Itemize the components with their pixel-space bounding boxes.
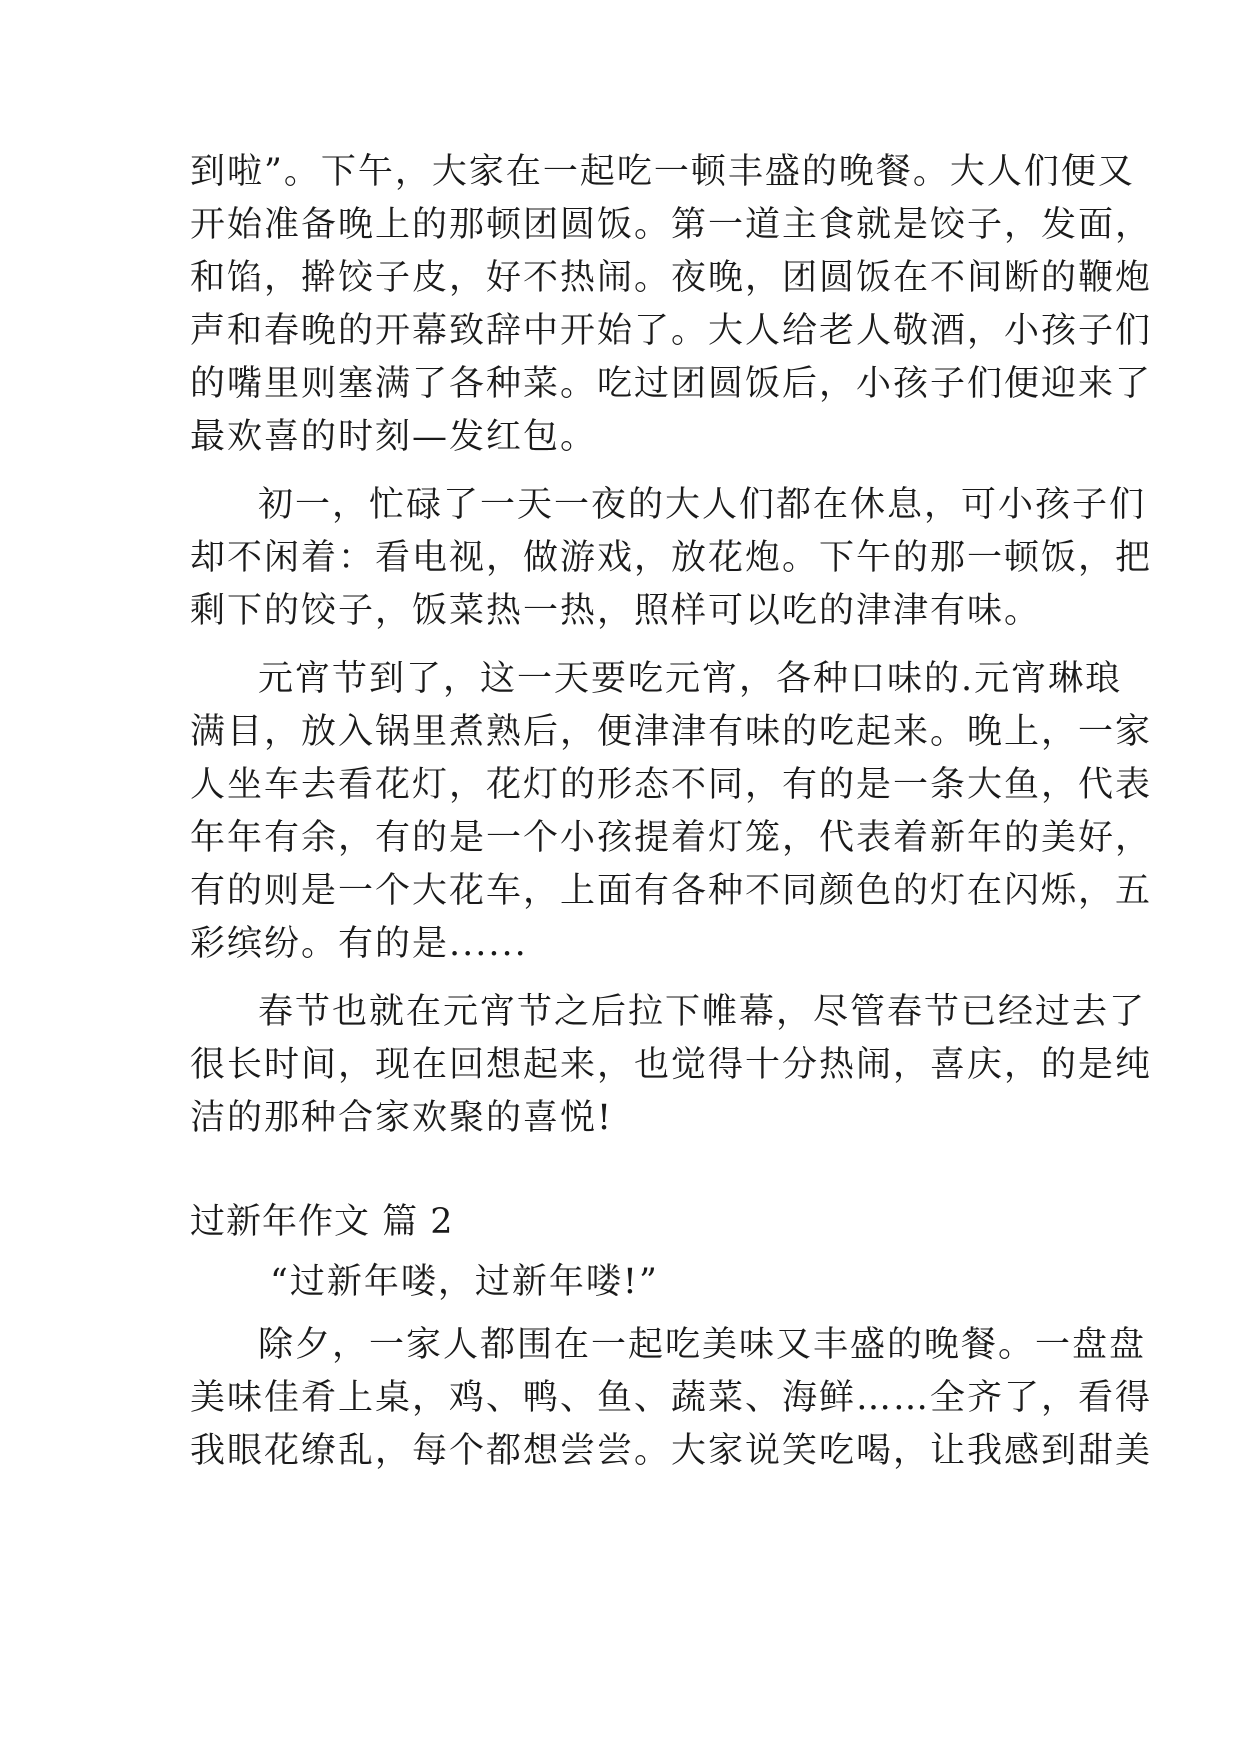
paragraph-line: 美味佳肴上桌，鸡、鸭、鱼、蔬菜、海鲜……全齐了，看得 bbox=[190, 1378, 1153, 1418]
paragraph-line: 初一，忙碌了一天一夜的大人们都在休息，可小孩子们 bbox=[258, 485, 1147, 525]
paragraph-line: 除夕，一家人都围在一起吃美味又丰盛的晚餐。一盘盘 bbox=[258, 1325, 1147, 1365]
paragraph-line: 和馅，擀饺子皮，好不热闹。夜晚，团圆饭在不间断的鞭炮 bbox=[190, 258, 1153, 298]
paragraph-line: 年年有余，有的是一个小孩提着灯笼，代表着新年的美好， bbox=[190, 818, 1153, 858]
paragraph-line: 剩下的饺子，饭菜热一热，照样可以吃的津津有味。 bbox=[190, 591, 1042, 631]
paragraph-line: 最欢喜的时刻—发红包。 bbox=[190, 417, 598, 457]
section-heading: 过新年作文 篇 2 bbox=[190, 1202, 454, 1242]
quote-line: “过新年喽，过新年喽!” bbox=[270, 1262, 659, 1302]
paragraph-line: 春节也就在元宵节之后拉下帷幕，尽管春节已经过去了 bbox=[258, 992, 1147, 1032]
paragraph-line: 满目，放入锅里煮熟后，便津津有味的吃起来。晚上，一家 bbox=[190, 712, 1153, 752]
paragraph-line: 洁的那种合家欢聚的喜悦! bbox=[190, 1098, 614, 1138]
paragraph-line: 的嘴里则塞满了各种菜。吃过团圆饭后，小孩子们便迎来了 bbox=[190, 364, 1153, 404]
paragraph-line: 元宵节到了，这一天要吃元宵，各种口味的.元宵琳琅 bbox=[258, 659, 1123, 699]
paragraph-line: 却不闲着：看电视，做游戏，放花炮。下午的那一顿饭，把 bbox=[190, 538, 1153, 578]
paragraph-line: 彩缤纷。有的是...... bbox=[190, 924, 528, 964]
paragraph-line: 到啦”。下午，大家在一起吃一顿丰盛的晚餐。大人们便又 bbox=[190, 152, 1135, 192]
paragraph-line: 人坐车去看花灯，花灯的形态不同，有的是一条大鱼，代表 bbox=[190, 765, 1153, 805]
paragraph-line: 声和春晚的开幕致辞中开始了。大人给老人敬酒，小孩子们 bbox=[190, 311, 1153, 351]
paragraph-line: 开始准备晚上的那顿团圆饭。第一道主食就是饺子，发面， bbox=[190, 205, 1153, 245]
paragraph-line: 我眼花缭乱，每个都想尝尝。大家说笑吃喝，让我感到甜美 bbox=[190, 1431, 1153, 1471]
paragraph-line: 很长时间，现在回想起来，也觉得十分热闹，喜庆，的是纯 bbox=[190, 1045, 1153, 1085]
paragraph-line: 有的则是一个大花车，上面有各种不同颜色的灯在闪烁，五 bbox=[190, 871, 1153, 911]
